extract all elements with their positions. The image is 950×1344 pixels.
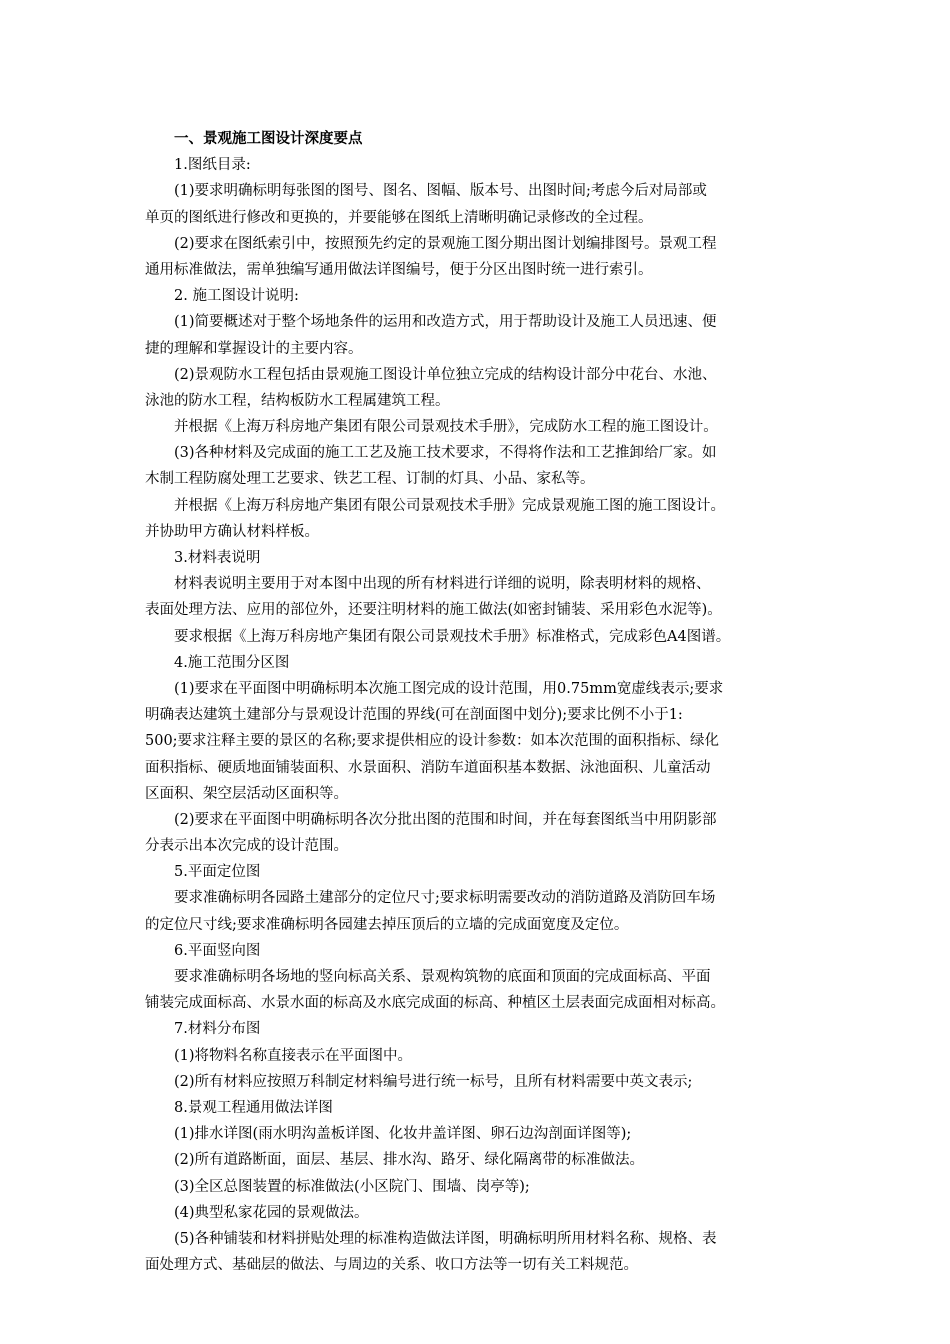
text-line: 3.材料表说明	[174, 550, 261, 566]
text-line: 5.平面定位图	[174, 864, 261, 881]
text-line: 面积指标、硬质地面铺装面积、水景面积、消防车道面积基本数据、泳池面积、儿童活动	[145, 759, 711, 776]
text-line: 要求准确标明各园路土建部分的定位尺寸;要求标明需要改动的消防道路及消防回车场	[174, 890, 716, 907]
text-line: 并协助甲方确认材料样板。	[145, 523, 319, 540]
text-line: 4.施工范围分区图	[174, 654, 290, 671]
text-line: 并根据《上海万科房地产集团有限公司景观技术手册》，完成防水工程的施工图设计。	[174, 419, 718, 436]
text-line: (1)排水详图(雨水明沟盖板详图、化妆井盖详图、卵石边沟剖面详图等);	[174, 1126, 632, 1143]
text-line: (1)将物料名称直接表示在平面图中。	[174, 1047, 413, 1064]
document-body	[145, 126, 815, 1278]
text-line: 木制工程防腐处理工艺要求、铁艺工程、订制的灯具、小品、家私等。	[145, 471, 595, 488]
text-line: (2)景观防水工程包括由景观施工图设计单位独立完成的结构设计部分中花台、水池、	[174, 366, 717, 383]
section-heading: 一、景观施工图设计深度要点	[174, 130, 363, 147]
text-line: 6.平面竖向图	[174, 942, 261, 959]
text-line: 要求准确标明各场地的竖向标高关系、景观构筑物的底面和顶面的完成面标高、平面	[174, 969, 711, 985]
text-line: 分表示出本次完成的设计范围。	[145, 838, 348, 855]
text-line: (2)所有材料应按照万科制定材料编号进行统一标号，且所有材料需要中英文表示;	[174, 1073, 693, 1090]
text-line: (2)要求在平面图中明确标明各次分批出图的范围和时间，并在每套图纸当中用阴影部	[174, 811, 717, 828]
text-line: 通用标准做法，需单独编写通用做法详图编号，便于分区出图时统一进行索引。	[145, 261, 653, 278]
text-line: 表面处理方法、应用的部位外，还要注明材料的施工做法(如密封铺装、采用彩色水泥等)。	[145, 602, 722, 619]
text-line: 的定位尺寸线;要求准确标明各园建去掉压顶后的立墙的完成面宽度及定位。	[145, 916, 629, 933]
text-line: (2)所有道路断面，面层、基层、排水沟、路牙、绿化隔离带的标准做法。	[174, 1152, 645, 1169]
text-line: (1)要求在平面图中明确标明本次施工图完成的设计范围，用0.75mm宽虚线表示;要求	[174, 680, 724, 697]
text-line: (3)各种材料及完成面的施工工艺及施工技术要求，不得将作法和工艺推卸给厂家。如	[174, 445, 717, 462]
text-line: 捷的理解和掌握设计的主要内容。	[145, 340, 363, 357]
text-line: (2)要求在图纸索引中，按照预先约定的景观施工图分期出图计划编排图号。景观工程	[174, 235, 717, 252]
text-line: 面处理方式、基础层的做法、与周边的关系、收口方法等一切有关工料规范。	[145, 1257, 638, 1274]
text-line: 并根据《上海万科房地产集团有限公司景观技术手册》完成景观施工图的施工图设计。	[174, 497, 725, 514]
text-line: 2. 施工图设计说明:	[174, 288, 299, 305]
text-line: (4)典型私家花园的景观做法。	[174, 1204, 369, 1221]
text-line: (5)各种铺装和材料拼贴处理的标准构造做法详图，明确标明所用材料名称、规格、表	[174, 1230, 717, 1247]
text-line: 铺装完成面标高、水景水面的标高及水底完成面的标高、种植区土层表面完成面相对标高。	[145, 995, 725, 1012]
text-line: 500;要求注释主要的景区的名称;要求提供相应的设计参数：如本次范围的面积指标、绿化	[145, 733, 719, 750]
text-line: 1.图纸目录:	[174, 157, 251, 174]
text-line: 泳池的防水工程，结构板防水工程属建筑工程。	[145, 392, 450, 409]
text-line: (1)简要概述对于整个场地条件的运用和改造方式，用于帮助设计及施工人员迅速、便	[174, 314, 717, 331]
text-line: 单页的图纸进行修改和更换的，并要能够在图纸上清晰明确记录修改的全过程。	[145, 209, 653, 226]
text-line: 材料表说明主要用于对本图中出现的所有材料进行详细的说明，除表明材料的规格、	[174, 576, 711, 593]
text-line: 要求根据《上海万科房地产集团有限公司景观技术手册》标准格式，完成彩色A4图谱。	[174, 628, 731, 645]
text-line: (1)要求明确标明每张图的图号、图名、图幅、版本号、出图时间;考虑今后对局部或	[174, 183, 707, 200]
text-line: 8.景观工程通用做法详图	[174, 1099, 333, 1116]
text-line: 区面积、架空层活动区面积等。	[145, 785, 348, 802]
text-line: 7.材料分布图	[174, 1021, 261, 1038]
text-line: (3)全区总图装置的标准做法(小区院门、围墙、岗亭等);	[174, 1178, 530, 1195]
text-line: 明确表达建筑土建部分与景观设计范围的界线(可在剖面图中划分);要求比例不小于1:	[145, 707, 683, 724]
